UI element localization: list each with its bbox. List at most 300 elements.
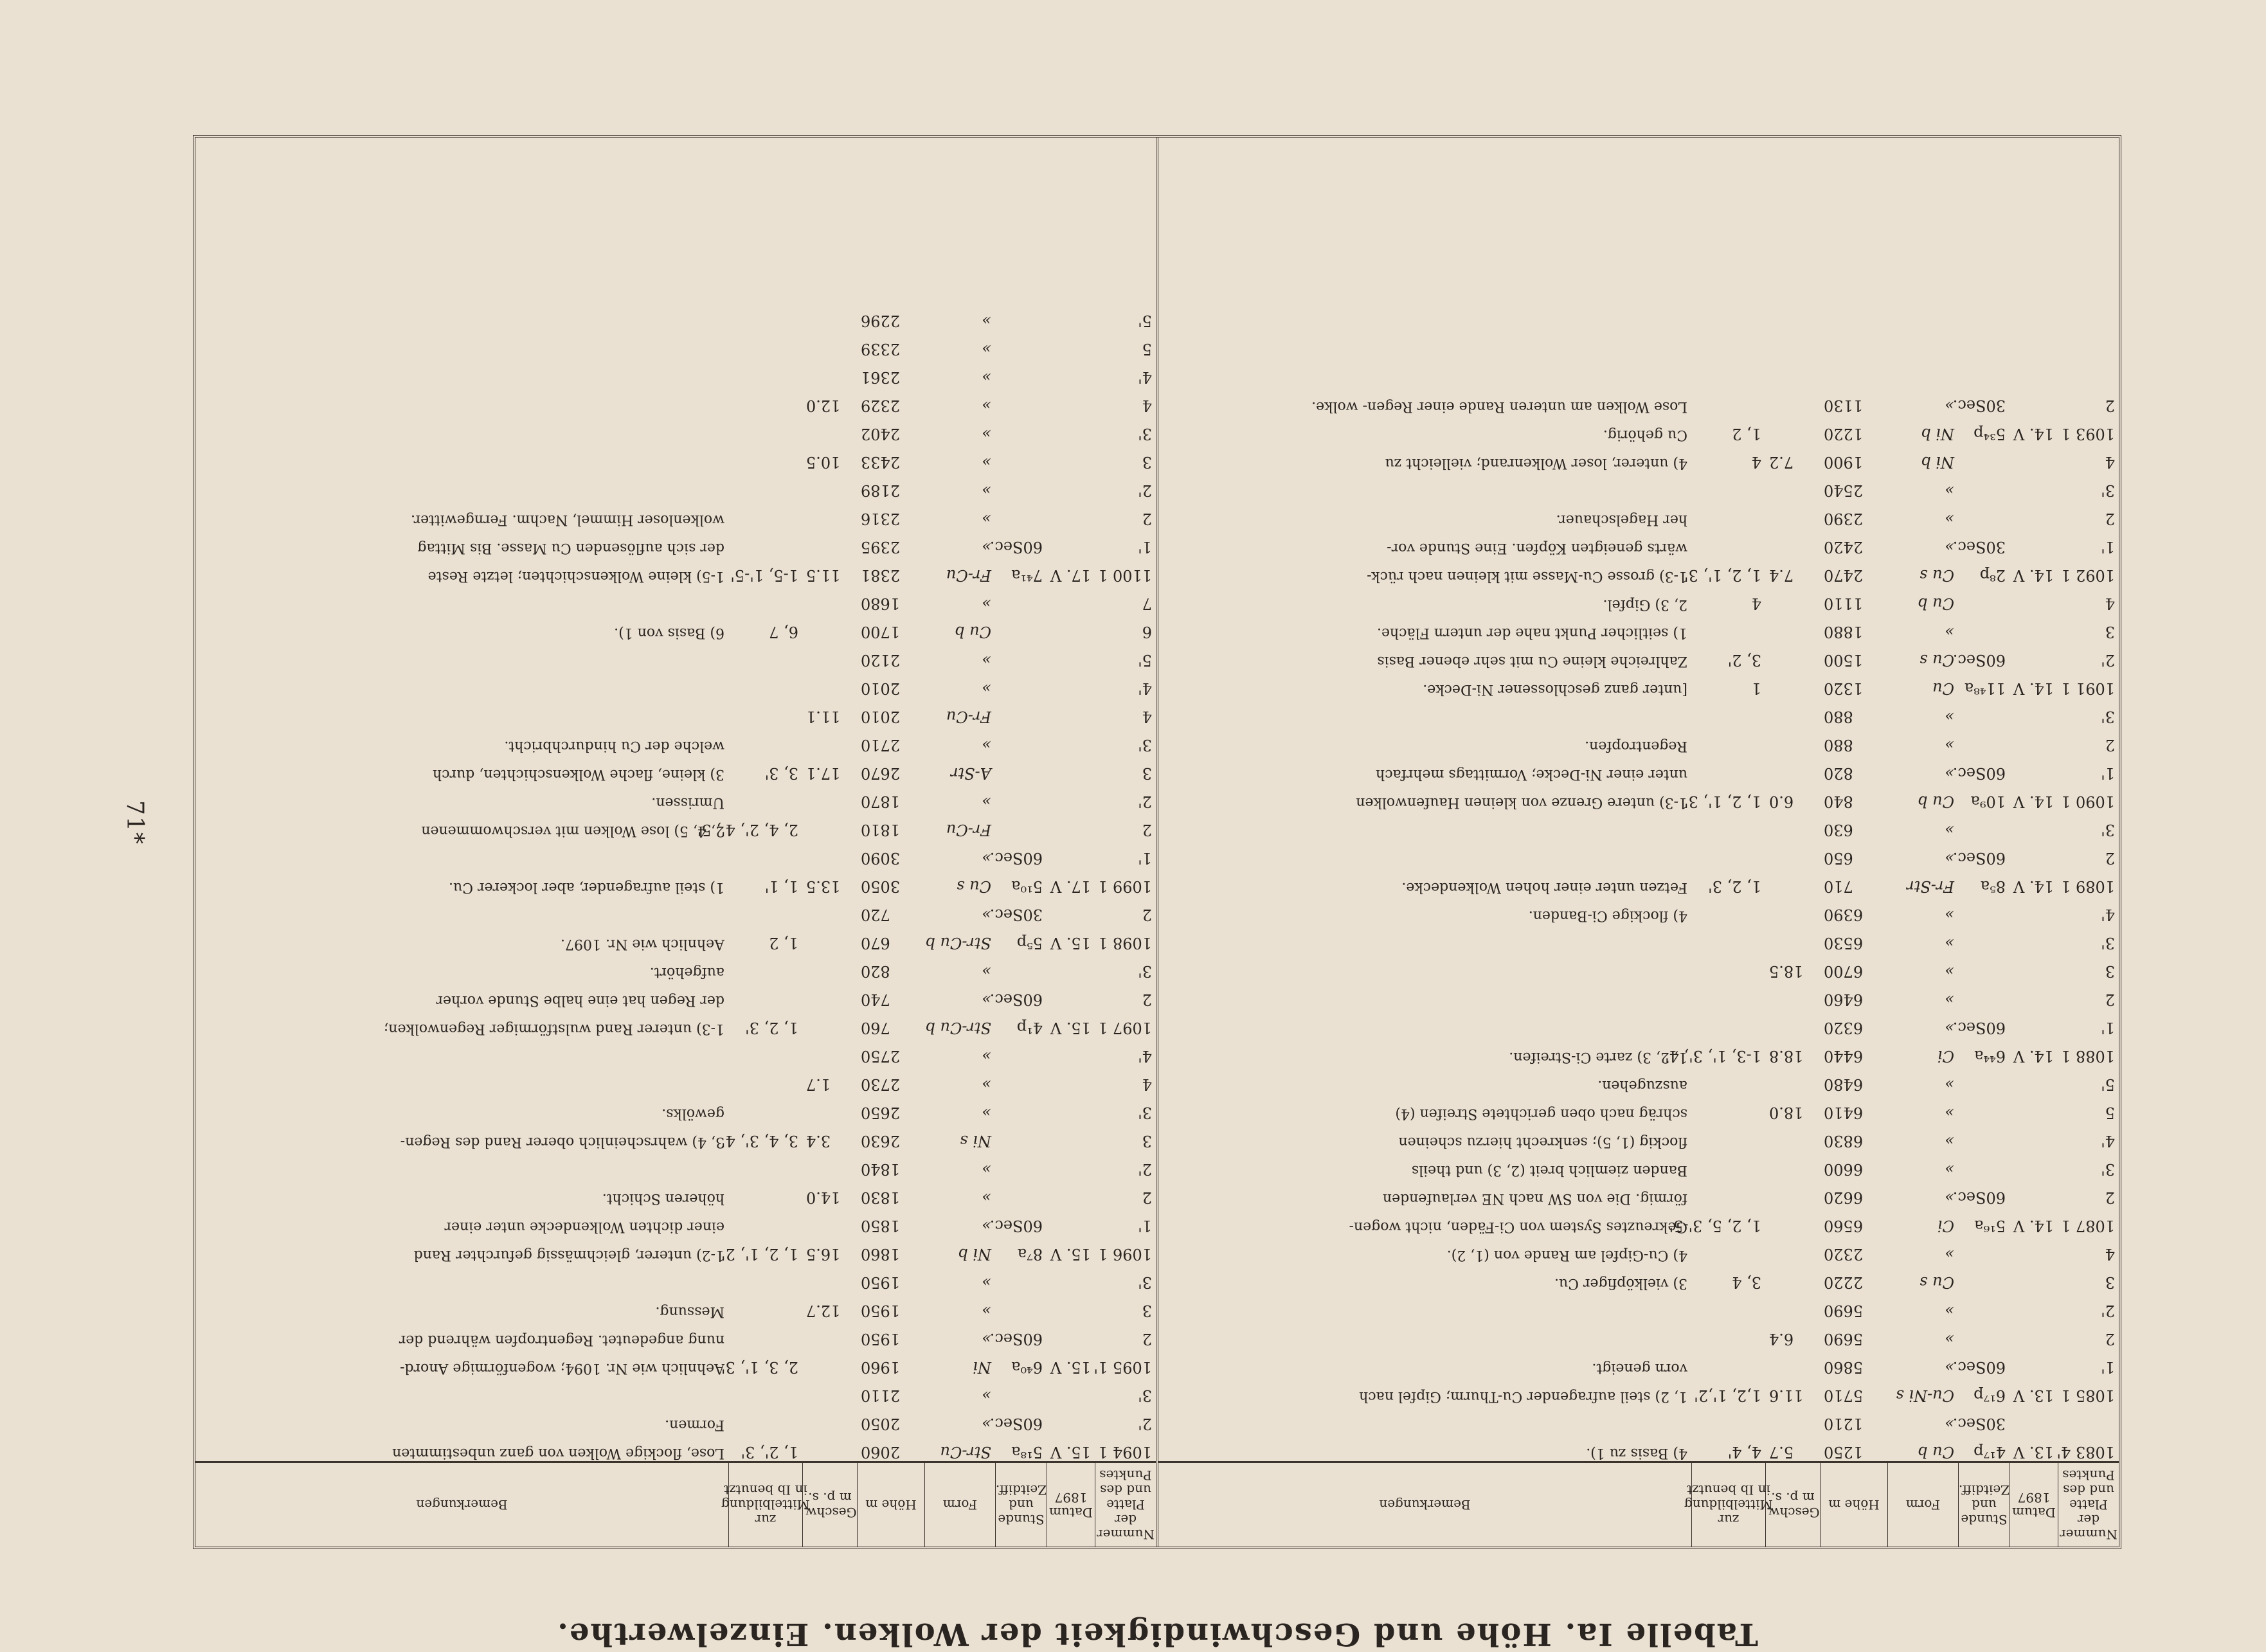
cell-form: Ni b <box>1921 425 1954 443</box>
cell-stunde: 7⁴¹a <box>1011 566 1043 584</box>
cell-nr: 3' <box>2101 481 2115 499</box>
cell-form: » <box>982 595 991 613</box>
table-title: Tabelle Ia. Höhe und Geschwindigkeit der Wolken. Einzelwerthe. <box>556 1616 1758 1652</box>
table-row <box>1158 386 2119 415</box>
table-row <box>1158 584 2119 613</box>
cell-hoehe: 6390 <box>1824 906 1864 924</box>
table-row <box>195 415 1156 443</box>
cell-form: Str-Cu b <box>925 1019 991 1037</box>
cell-hoehe: 3050 <box>861 877 901 895</box>
cell-bemerkung: Regentropfen. <box>1585 738 1687 754</box>
cell-bemerkung: her Hagelschauer. <box>1556 512 1687 528</box>
column-headers <box>1158 1461 2119 1547</box>
table-row <box>195 641 1156 669</box>
cell-form: » <box>1945 1160 1954 1178</box>
cell-hoehe: 2050 <box>861 1415 901 1433</box>
cell-nr: 3 <box>1142 453 1152 471</box>
table-row <box>1158 1235 2119 1263</box>
cell-bildung: 2, 3, 1', 3' <box>721 1358 798 1376</box>
cell-nr: 2' <box>2101 651 2115 669</box>
cell-gesch: 12.7 <box>806 1302 841 1320</box>
cell-bemerkung: förmig. Die von SW nach NE verlaufenden <box>1382 1190 1687 1207</box>
cell-form: Cu b <box>1918 595 1954 613</box>
header-gesch: Geschw. m p. s. <box>1765 1463 1820 1547</box>
cell-hoehe: 2060 <box>861 1443 901 1461</box>
table-row <box>1158 613 2119 641</box>
cell-bildung: 1-3, 1', 3', 4' <box>1664 1047 1761 1065</box>
header-bildung: zur Mittelbildung in Ib benutzt <box>728 1463 802 1547</box>
cell-bemerkung: Zahlreiche kleine Cu mit sehr ebener Basis <box>1377 653 1687 669</box>
cell-bemerkung: 2, 3) Gipfel. <box>1603 597 1687 613</box>
cell-datum: 14. V <box>2013 425 2054 443</box>
cell-stunde: 11⁴⁸a <box>1964 679 2006 697</box>
cell-bildung: 1-5, 1'-5' <box>730 566 798 584</box>
cell-nr: 4 <box>1142 1075 1152 1093</box>
cell-gesch: 1.7 <box>806 1075 831 1093</box>
cell-bemerkung: 1-3) untere Grenze von kleinen Haufenwolken <box>1356 795 1687 811</box>
table-row <box>195 1093 1156 1122</box>
table-body-right <box>195 138 1156 1461</box>
cell-nr: 1' <box>2101 764 2115 782</box>
cell-stunde: 60Sec. <box>989 1217 1043 1235</box>
cell-bemerkung: 4) flockige Ci-Banden. <box>1528 908 1687 924</box>
table-row <box>1158 895 2119 924</box>
cell-nr: 3' <box>1138 962 1152 980</box>
table-row <box>1158 1150 2119 1178</box>
cell-bemerkung: aufgehört. <box>649 964 724 980</box>
cell-stunde: 30Sec. <box>989 906 1043 924</box>
cell-form: Ci <box>1937 1217 1954 1235</box>
cell-form: » <box>982 962 991 980</box>
cell-nr: 1' <box>2101 1358 2115 1376</box>
cell-stunde: 5³⁴p <box>1974 425 2006 443</box>
cell-hoehe: 6460 <box>1824 991 1864 1009</box>
cell-gesch: 10.5 <box>806 453 841 471</box>
cell-hoehe: 2710 <box>861 736 901 754</box>
header-stunde: Stunde und Zeitdiff. <box>1958 1463 2010 1547</box>
cell-bildung: 1,2, 1',2' <box>1694 1387 1761 1405</box>
cell-hoehe: 6320 <box>1824 1019 1864 1037</box>
cell-form: » <box>982 1104 991 1122</box>
header-stunde: Stunde und Zeitdiff. <box>995 1463 1047 1547</box>
cell-bildung: 1, 2, 5, 3'-5' <box>1669 1217 1761 1235</box>
cell-hoehe: 5860 <box>1824 1358 1864 1376</box>
cell-gesch: 17.1 <box>806 764 841 782</box>
cell-datum: 17. V <box>1050 877 1091 895</box>
cell-bemerkung: 1-3) grosse Cu-Masse mit kleinen nach rück- <box>1367 568 1687 584</box>
table-row <box>195 386 1156 415</box>
cell-hoehe: 1210 <box>1824 1415 1864 1433</box>
cell-stunde: 4¹⁷p <box>1974 1443 2006 1461</box>
table-row <box>195 1291 1156 1320</box>
cell-stunde: 60Sec. <box>989 538 1043 556</box>
cell-form: Str-Cu <box>940 1443 991 1461</box>
table-row <box>195 1235 1156 1263</box>
cell-stunde: 5⁵p <box>1016 934 1043 952</box>
cell-stunde: 60Sec. <box>1952 651 2006 669</box>
table-row <box>1158 471 2119 499</box>
cell-nr: 2 <box>1142 906 1152 924</box>
cell-form: » <box>1945 991 1954 1009</box>
table-half-left <box>1156 138 2119 1547</box>
cell-bemerkung: 1-3) unterer Rand wulstförmiger Regenwolken; <box>383 1021 724 1037</box>
cell-bemerkung: Aehnlich wie Nr. 1094; wogenförmige Anord- <box>400 1360 724 1376</box>
cell-hoehe: 1840 <box>861 1160 901 1178</box>
cell-nr: 3 <box>2105 623 2115 641</box>
cell-form: » <box>1945 538 1954 556</box>
cell-stunde: 10⁹a <box>1970 793 2006 811</box>
table-row <box>1158 1122 2119 1150</box>
cell-stunde: 30Sec. <box>1952 1415 2006 1433</box>
cell-form: » <box>982 1330 991 1348</box>
cell-form: » <box>982 453 991 471</box>
cell-hoehe: 3090 <box>861 849 901 867</box>
cell-datum: 14. V <box>2013 877 2054 895</box>
cell-nr: 6 <box>1142 623 1152 641</box>
cell-nr: 5' <box>2101 1075 2115 1093</box>
cell-hoehe: 1250 <box>1824 1443 1864 1461</box>
cell-stunde: 60Sec. <box>1952 1358 2006 1376</box>
cell-nr: 2 <box>1142 1330 1152 1348</box>
table-row <box>195 556 1156 584</box>
cell-stunde: 6⁴⁰a <box>1011 1358 1043 1376</box>
cell-stunde: 60Sec. <box>1952 764 2006 782</box>
table-row <box>195 1348 1156 1376</box>
cell-hoehe: 2730 <box>861 1075 901 1093</box>
table-row <box>1158 924 2119 952</box>
cell-datum: 17. V <box>1050 566 1091 584</box>
header-datum: Datum 1897 <box>1047 1463 1095 1547</box>
cell-nr: 2 <box>2105 991 2115 1009</box>
cell-form: » <box>982 481 991 499</box>
cell-hoehe: 1320 <box>1824 679 1864 697</box>
cell-gesch: 18.0 <box>1769 1104 1804 1122</box>
cell-bemerkung: Fetzen unter einer hohen Wolkendecke. <box>1401 879 1687 895</box>
table-row <box>195 811 1156 839</box>
cell-form: Cu b <box>1918 793 1954 811</box>
cell-bildung: 3, 4 <box>1732 1273 1761 1291</box>
cell-form: » <box>1945 962 1954 980</box>
page-number: 71* <box>121 800 148 845</box>
table-row <box>195 895 1156 924</box>
header-bemerkungen: Bemerkungen <box>1379 1497 1471 1513</box>
cell-form: » <box>1945 1075 1954 1093</box>
column-headers <box>195 1461 1156 1547</box>
cell-hoehe: 1700 <box>861 623 901 641</box>
cell-hoehe: 2395 <box>861 538 901 556</box>
cell-datum: 15. V <box>1050 1443 1091 1461</box>
rotated-table-sheet <box>193 135 2121 1652</box>
cell-hoehe: 2390 <box>1824 510 1864 528</box>
cell-form: Cu s <box>1920 1273 1954 1291</box>
table-row <box>1158 867 2119 895</box>
cell-nr: 3' <box>1138 1387 1152 1405</box>
table-row <box>1158 697 2119 726</box>
cell-bildung: 1, 2, 1', 3' <box>1684 793 1761 811</box>
table-row <box>195 754 1156 782</box>
table-row <box>195 613 1156 641</box>
header-bemerkungen: Bemerkungen <box>416 1497 508 1513</box>
table-row <box>195 924 1156 952</box>
cell-nr: 3' <box>1138 1104 1152 1122</box>
cell-bildung: 4, 4' <box>1727 1443 1761 1461</box>
cell-hoehe: 2120 <box>861 651 901 669</box>
table-row <box>195 980 1156 1009</box>
cell-datum: 13. V <box>2013 1443 2054 1461</box>
cell-gesch: 11.6 <box>1769 1387 1804 1405</box>
cell-hoehe: 720 <box>861 906 890 924</box>
cell-form: » <box>1945 906 1954 924</box>
cell-form: » <box>1945 510 1954 528</box>
table-row <box>1158 1433 2119 1461</box>
cell-hoehe: 6410 <box>1824 1104 1864 1122</box>
cell-hoehe: 2630 <box>861 1132 901 1150</box>
cell-bemerkung: 6) Basis von 1). <box>614 625 724 641</box>
table-row <box>1158 1093 2119 1122</box>
cell-bildung: 1, 2', 3' <box>741 1443 798 1461</box>
cell-stunde: 4¹p <box>1016 1019 1043 1037</box>
table-row <box>1158 952 2119 980</box>
table-body-left <box>1158 138 2119 1461</box>
table-row <box>195 358 1156 386</box>
cell-bildung: 1, 1' <box>764 877 798 895</box>
table-row <box>1158 726 2119 754</box>
cell-form: » <box>982 1387 991 1405</box>
cell-nr: 1098 1 <box>1098 934 1152 952</box>
cell-form: » <box>1945 1358 1954 1376</box>
table-row <box>195 1320 1156 1348</box>
cell-stunde: 60Sec. <box>989 1330 1043 1348</box>
table-row <box>195 330 1156 358</box>
cell-datum: 15. V <box>1050 1245 1091 1263</box>
cell-nr: 5 <box>1142 340 1152 358</box>
cell-bemerkung: unter einer Ni-Decke; Vormittags mehrfach <box>1376 766 1687 782</box>
header-bildung: zur Mittelbildung in Ib benutzt <box>1691 1463 1765 1547</box>
cell-nr: 1087 1 <box>2061 1217 2115 1235</box>
table-row <box>1158 980 2119 1009</box>
header-hoehe: Höhe m <box>1820 1463 1887 1547</box>
cell-hoehe: 1850 <box>861 1217 901 1235</box>
cell-hoehe: 6530 <box>1824 934 1864 952</box>
cell-form: Cu s <box>957 877 991 895</box>
cell-form: » <box>1945 934 1954 952</box>
table-row <box>1158 415 2119 443</box>
header-form: Form <box>1887 1463 1958 1547</box>
cell-form: Ni <box>973 1358 991 1376</box>
table-row <box>1158 443 2119 471</box>
cell-nr: 3' <box>2101 708 2115 726</box>
table-row <box>195 1037 1156 1065</box>
cell-hoehe: 1900 <box>1824 453 1864 471</box>
table-row <box>1158 641 2119 669</box>
table-row <box>1158 1348 2119 1376</box>
cell-datum: 14. V <box>2013 566 2054 584</box>
cell-bemerkung: Lose, flockige Wolken von ganz unbestimmten <box>392 1445 724 1461</box>
cell-nr: 3 <box>2105 962 2115 980</box>
cell-form: » <box>982 849 991 867</box>
cell-form: » <box>1945 1330 1954 1348</box>
cell-nr: 3 <box>2105 1273 2115 1291</box>
cell-nr: 1099 1 <box>1098 877 1152 895</box>
table-row <box>1158 1291 2119 1320</box>
cell-hoehe: 2110 <box>861 1387 901 1405</box>
cell-stunde: 8⁵a <box>1980 877 2006 895</box>
cell-stunde: 5¹⁰a <box>1011 877 1043 895</box>
table-row <box>1158 754 2119 782</box>
cell-bemerkung: Aehnlich wie Nr. 1097. <box>561 936 724 952</box>
cell-form: Ni b <box>958 1245 991 1263</box>
table-row <box>1158 1207 2119 1235</box>
cell-hoehe: 1810 <box>861 821 901 839</box>
cell-form: » <box>982 510 991 528</box>
header-nr: Nummer der Platte und des Punktes <box>1095 1463 1156 1547</box>
cell-nr: 5' <box>1138 312 1152 330</box>
cell-bildung: 4 <box>1751 595 1761 613</box>
cell-bildung: 3, 2' <box>1727 651 1761 669</box>
cell-bildung: 1 <box>1751 679 1761 697</box>
table-half-right <box>195 138 1156 1547</box>
cell-form: Cu <box>1932 679 1954 697</box>
cell-bemerkung: Formen. <box>665 1417 724 1433</box>
cell-bildung: 1, 2, 3' <box>745 1019 798 1037</box>
cell-nr: 5' <box>1138 651 1152 669</box>
cell-stunde: 60Sec. <box>1952 849 2006 867</box>
cell-bildung: 1, 2 <box>769 934 798 952</box>
cell-nr: 3 <box>1142 1302 1152 1320</box>
cell-nr: 1' <box>1138 1217 1152 1235</box>
cell-bildung: 3, 3' <box>764 764 798 782</box>
cell-form: » <box>1945 1104 1954 1122</box>
table-row <box>195 1263 1156 1291</box>
cell-hoehe: 6830 <box>1824 1132 1864 1150</box>
cell-datum: 15. V <box>1050 934 1091 952</box>
cell-stunde: 60Sec. <box>989 1415 1043 1433</box>
cell-hoehe: 6600 <box>1824 1160 1864 1178</box>
cell-nr: 4 <box>2105 453 2115 471</box>
cell-hoehe: 2010 <box>861 679 901 697</box>
cell-stunde: 60Sec. <box>1952 1189 2006 1207</box>
cell-nr: 1093 1 <box>2061 425 2115 443</box>
cell-nr: 1097 1 <box>1098 1019 1152 1037</box>
cell-gesch: 6.4 <box>1769 1330 1794 1348</box>
cell-gesch: 11.5 <box>806 566 841 584</box>
cell-nr: 4 <box>1142 708 1152 726</box>
cell-bemerkung: 1) steil aufragender, aber lockerer Cu. <box>448 879 724 895</box>
cell-form: » <box>982 397 991 415</box>
table-row <box>195 952 1156 980</box>
cell-form: Ci <box>1937 1047 1954 1065</box>
cell-bildung: 3, 4, 3', 4' <box>721 1132 798 1150</box>
cell-hoehe: 1950 <box>861 1273 901 1291</box>
table-row <box>195 1122 1156 1150</box>
cell-form: » <box>982 651 991 669</box>
cell-form: Cu b <box>955 623 991 641</box>
cell-hoehe: 2750 <box>861 1047 901 1065</box>
cell-nr: 1' <box>1138 538 1152 556</box>
cell-bildung: 1, 2, 1', 2' <box>721 1245 798 1263</box>
cell-hoehe: 5710 <box>1824 1387 1864 1405</box>
cell-gesch: 7.2 <box>1769 453 1794 471</box>
cell-hoehe: 2361 <box>861 368 901 386</box>
cell-form: Fr-Cu <box>946 566 991 584</box>
cell-hoehe: 1220 <box>1824 425 1864 443</box>
cell-bemerkung: wärts geneigten Köpfen. Eine Stunde vor- <box>1387 540 1687 556</box>
cell-nr: 4' <box>2101 906 2115 924</box>
cell-nr: 1088 1 <box>2061 1047 2115 1065</box>
cell-hoehe: 1870 <box>861 793 901 811</box>
cell-hoehe: 880 <box>1824 708 1853 726</box>
table-row <box>195 528 1156 556</box>
cell-nr: 2 <box>2105 736 2115 754</box>
table-row <box>195 669 1156 697</box>
cell-form: Ni s <box>960 1132 991 1150</box>
cell-hoehe: 630 <box>1824 821 1853 839</box>
cell-form: Ni b <box>1921 453 1954 471</box>
cell-nr: 1100 1 <box>1098 566 1152 584</box>
header-hoehe: Höhe m <box>857 1463 924 1547</box>
cell-bemerkung: Banden ziemlich breit (2, 3) und theils <box>1411 1162 1687 1178</box>
cell-datum: 13. V <box>2013 1387 2054 1405</box>
cell-hoehe: 2320 <box>1824 1245 1864 1263</box>
cell-datum: 15. V <box>1050 1019 1091 1037</box>
cell-form: » <box>1945 1302 1954 1320</box>
cell-hoehe: 2433 <box>861 453 901 471</box>
cell-nr: 1085 1 <box>2061 1387 2115 1405</box>
cell-bemerkung: der sich auflösenden Cu Masse. Bis Mittag <box>417 540 724 556</box>
cell-hoehe: 2381 <box>861 566 901 584</box>
cell-bemerkung: 1, 2) steil aufragender Cu-Thurm; Gipfel nach <box>1359 1388 1687 1405</box>
cell-nr: 4' <box>2101 1132 2115 1150</box>
cell-nr: 5 <box>2105 1104 2115 1122</box>
cell-form: Cu b <box>1918 1443 1954 1461</box>
table-row <box>1158 1178 2119 1207</box>
cell-bemerkung: 3) vielköpfiger Cu. <box>1554 1275 1687 1291</box>
table-row <box>195 1150 1156 1178</box>
table-row <box>1158 1009 2119 1037</box>
cell-nr: 2 <box>1142 510 1152 528</box>
cell-stunde: 60Sec. <box>989 991 1043 1009</box>
cell-stunde: 2⁸p <box>1979 566 2006 584</box>
cell-bemerkung: Gekreuztes System von Ci-Fäden, nicht wogen- <box>1349 1219 1687 1235</box>
cell-nr: 1096 1 <box>1098 1245 1152 1263</box>
cell-hoehe: 2540 <box>1824 481 1864 499</box>
table-row <box>1158 782 2119 811</box>
cell-form: » <box>1945 623 1954 641</box>
cell-hoehe: 840 <box>1824 793 1853 811</box>
cell-hoehe: 1950 <box>861 1330 901 1348</box>
cell-nr: 4 <box>1142 397 1152 415</box>
cell-stunde: 5¹⁸a <box>1011 1443 1043 1461</box>
cell-form: » <box>982 793 991 811</box>
cell-hoehe: 6700 <box>1824 962 1864 980</box>
header-gesch: Geschw. m p. s. <box>802 1463 857 1547</box>
cell-stunde: 60Sec. <box>1952 1019 2006 1037</box>
table-row <box>1158 811 2119 839</box>
cell-form: » <box>982 1160 991 1178</box>
cell-bildung: 6, 7 <box>769 623 798 641</box>
cell-nr: 3' <box>1138 1273 1152 1291</box>
cell-bemerkung: [unter ganz geschlossener Ni-Decke. <box>1423 681 1687 697</box>
cell-gesch: 3.4 <box>806 1132 831 1150</box>
cell-bemerkung: 1) seitlicher Punkt nahe der untern Fläche. <box>1376 625 1687 641</box>
cell-nr: 4' <box>1138 368 1152 386</box>
cell-hoehe: 6480 <box>1824 1075 1864 1093</box>
table-row <box>195 301 1156 330</box>
cell-hoehe: 2402 <box>861 425 901 443</box>
table-row <box>1158 499 2119 528</box>
cell-hoehe: 6620 <box>1824 1189 1864 1207</box>
cell-nr: 2 <box>2105 1189 2115 1207</box>
